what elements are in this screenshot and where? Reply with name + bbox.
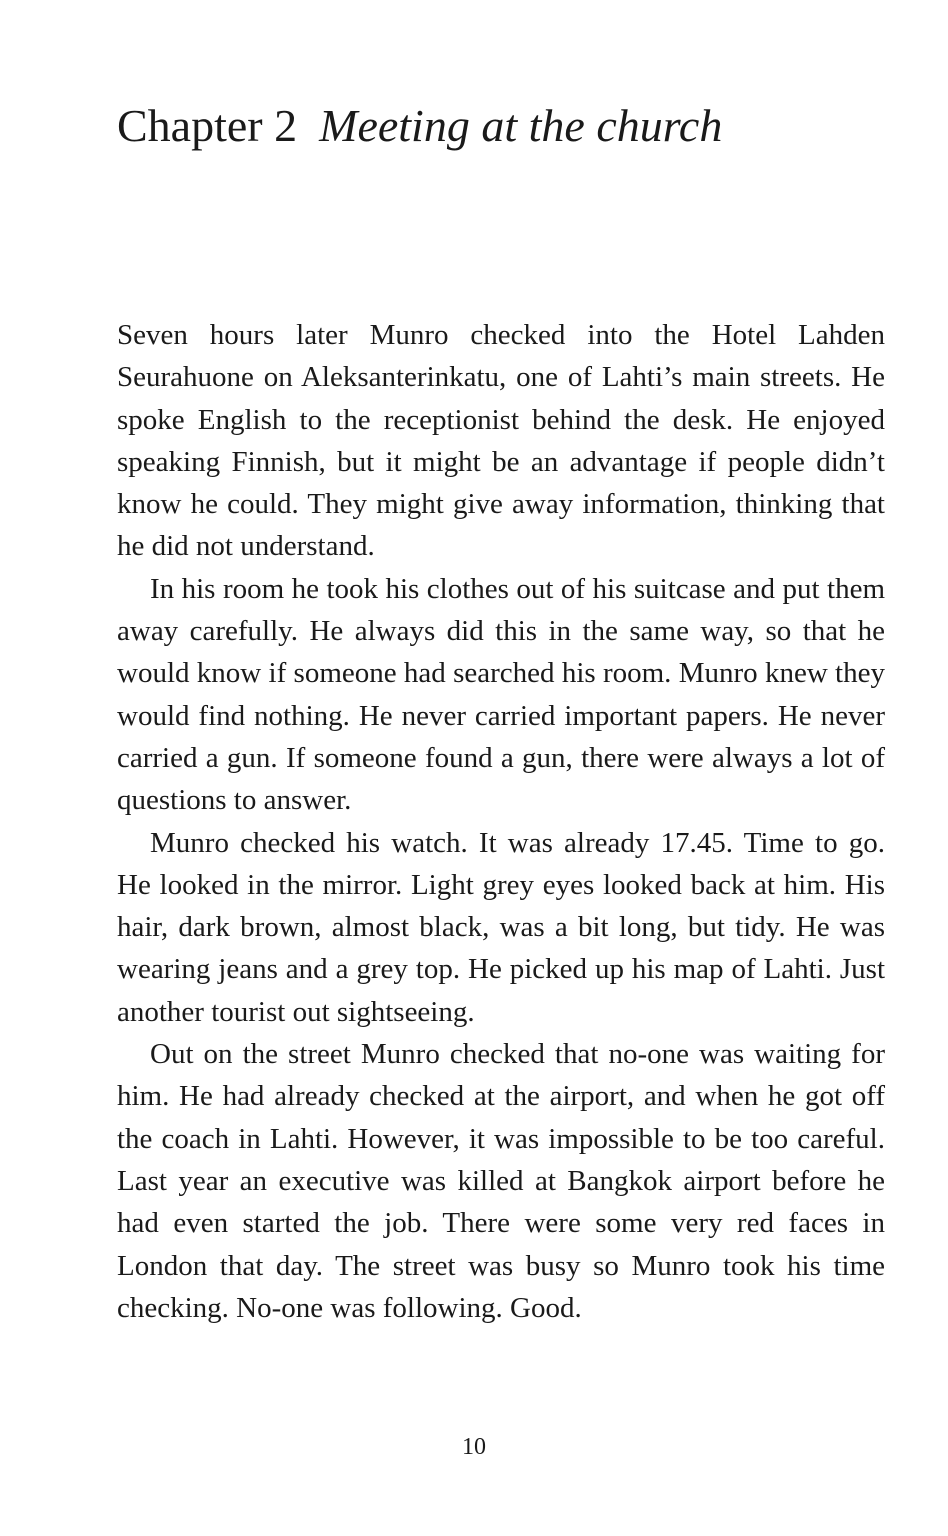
paragraph-1: Seven hours later Munro checked into the Hotel Lahden Seurahuone on Aleksanterinkatu, one of Lahti’s main streets. He spoke English to the receptionist behind the desk. He enjoyed speaking Finnish, but it might be an advantage if people didn’t know he could. They might give away information, thinking that he did not understand. — [117, 319, 885, 563]
paragraph-2: In his room he took his clothes out of his suitcase and put them away carefully. He always did this in the same way, so that he would know if someone had searched his room. Munro knew they would find nothing. He never carried important papers. He never carried a gun. If someone found a gun, there were always a lot of questions to answer. — [117, 572, 885, 817]
chapter-number: Chapter 2 — [117, 100, 298, 151]
body-text — [117, 314, 885, 1329]
chapter-heading — [117, 96, 722, 156]
paragraph-3: Munro checked his watch. It was already 17.45. Time to go. He looked in the mirror. Light grey eyes looked back at him. His hair, dark brown, almost black, was a bit long, but tidy. He was wearing jeans and a grey top. He picked up his map of Lahti. Just another tourist out sightseeing. — [117, 826, 885, 1028]
chapter-title: Meeting at the church — [319, 100, 723, 151]
paragraph-4: Out on the street Munro checked that no-one was waiting for him. He had already checked at the airport, and when he got off the coach in Lahti. However, it was impossible to be too careful. Last year an executive was killed at Bangkok airport before he had even started the job. There were some very red faces in London that day. The street was busy so Munro took his time checking. No-one was following. Good. — [117, 1038, 885, 1324]
page-number: 10 — [462, 1434, 486, 1460]
